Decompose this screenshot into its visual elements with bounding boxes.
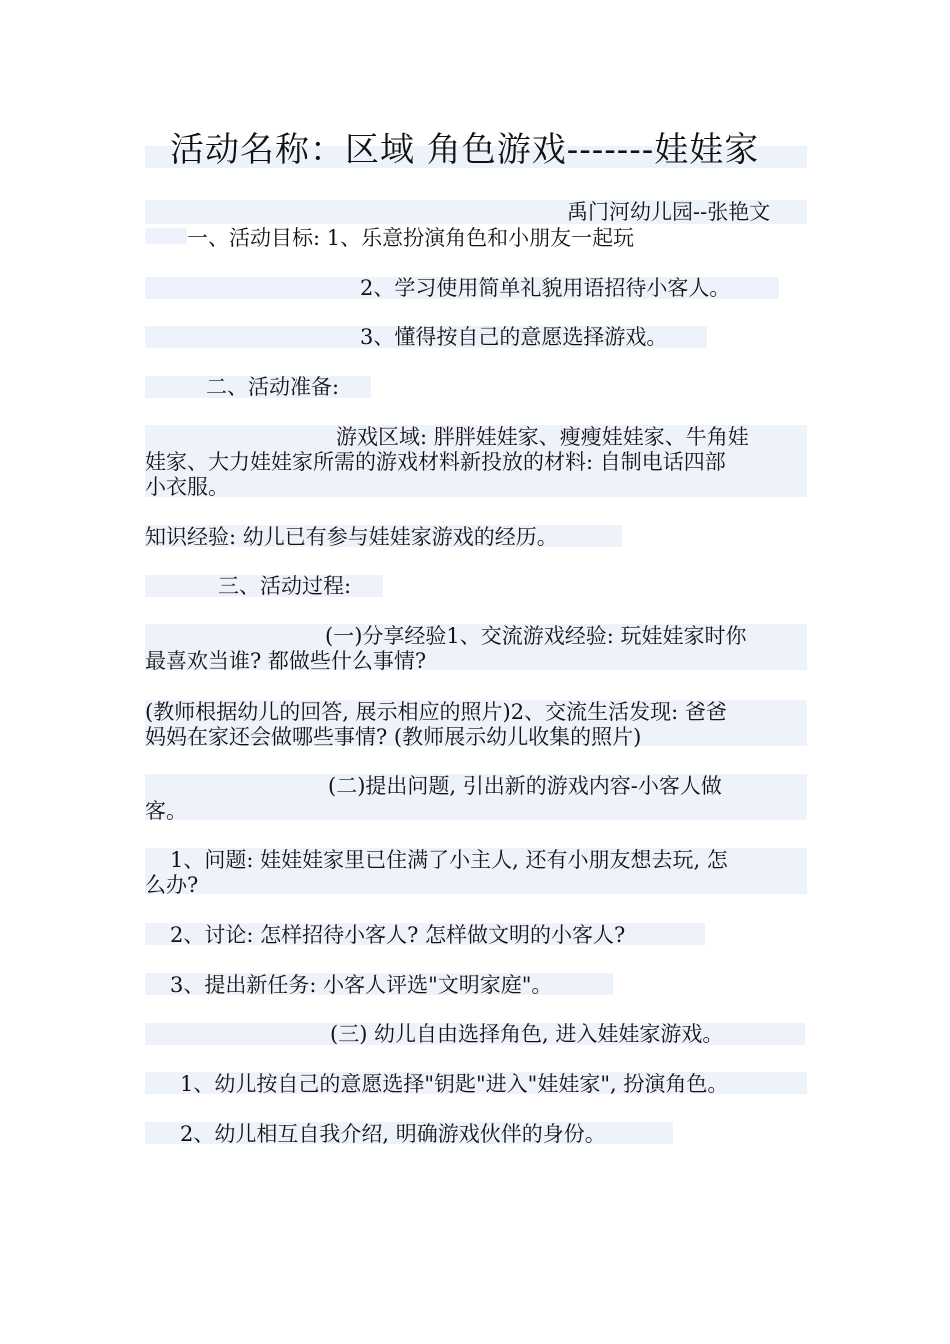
process-step-3-item-1: 1、幼儿按自己的意愿选择"钥匙"进入"娃娃家", 扮演角色。 <box>180 1072 729 1096</box>
goal-1: 一、活动目标: 1、乐意扮演角色和小朋友一起玩 <box>187 226 635 250</box>
prep-area-line-1: 游戏区域: 胖胖娃娃家、瘦瘦娃娃家、牛角娃 <box>336 425 749 449</box>
process-step-3-item-2: 2、幼儿相互自我介绍, 明确游戏伙伴的身份。 <box>180 1122 606 1146</box>
section-heading-prep: 二、活动准备: <box>206 375 340 399</box>
section-heading-process: 三、活动过程: <box>218 574 352 598</box>
process-step-1-p2-line-1: (教师根据幼儿的回答, 展示相应的照片)2、交流生活发现: 爸爸 <box>145 700 727 724</box>
question-1-line-1: 1、问题: 娃娃娃家里已住满了小主人, 还有小朋友想去玩, 怎 <box>170 848 728 872</box>
prep-area-line-3: 小衣服。 <box>145 475 229 499</box>
goal-3: 3、懂得按自己的意愿选择游戏。 <box>360 325 668 349</box>
question-2: 2、讨论: 怎样招待小客人? 怎样做文明的小客人? <box>170 923 626 947</box>
goal-2: 2、学习使用简单礼貌用语招待小客人。 <box>360 276 731 300</box>
process-step-1-p2-line-2: 妈妈在家还会做哪些事情? (教师展示幼儿收集的照片) <box>145 725 642 749</box>
process-step-2-line-1: (二)提出问题, 引出新的游戏内容-小客人做 <box>328 774 722 798</box>
process-step-3: (三) 幼儿自由选择角色, 进入娃娃家游戏。 <box>330 1022 724 1046</box>
prep-knowledge: 知识经验: 幼儿已有参与娃娃家游戏的经历。 <box>145 525 558 549</box>
question-3: 3、提出新任务: 小客人评选"文明家庭"。 <box>170 973 553 997</box>
question-1-line-2: 么办? <box>145 873 199 897</box>
highlight-strip <box>145 228 187 244</box>
process-step-1-line-2: 最喜欢当谁? 都做些什么事情? <box>145 649 427 673</box>
prep-area-line-2: 娃家、大力娃娃家所需的游戏材料新投放的材料: 自制电话四部 <box>145 450 726 474</box>
process-step-1-line-1: (一)分享经验1、交流游戏经验: 玩娃娃家时你 <box>325 624 747 648</box>
document-title: 活动名称：区域 角色游戏-------娃娃家 <box>170 130 760 170</box>
process-step-2-line-2: 客。 <box>145 799 187 823</box>
author-line: 禹门河幼儿园--张艳文 <box>567 200 771 224</box>
